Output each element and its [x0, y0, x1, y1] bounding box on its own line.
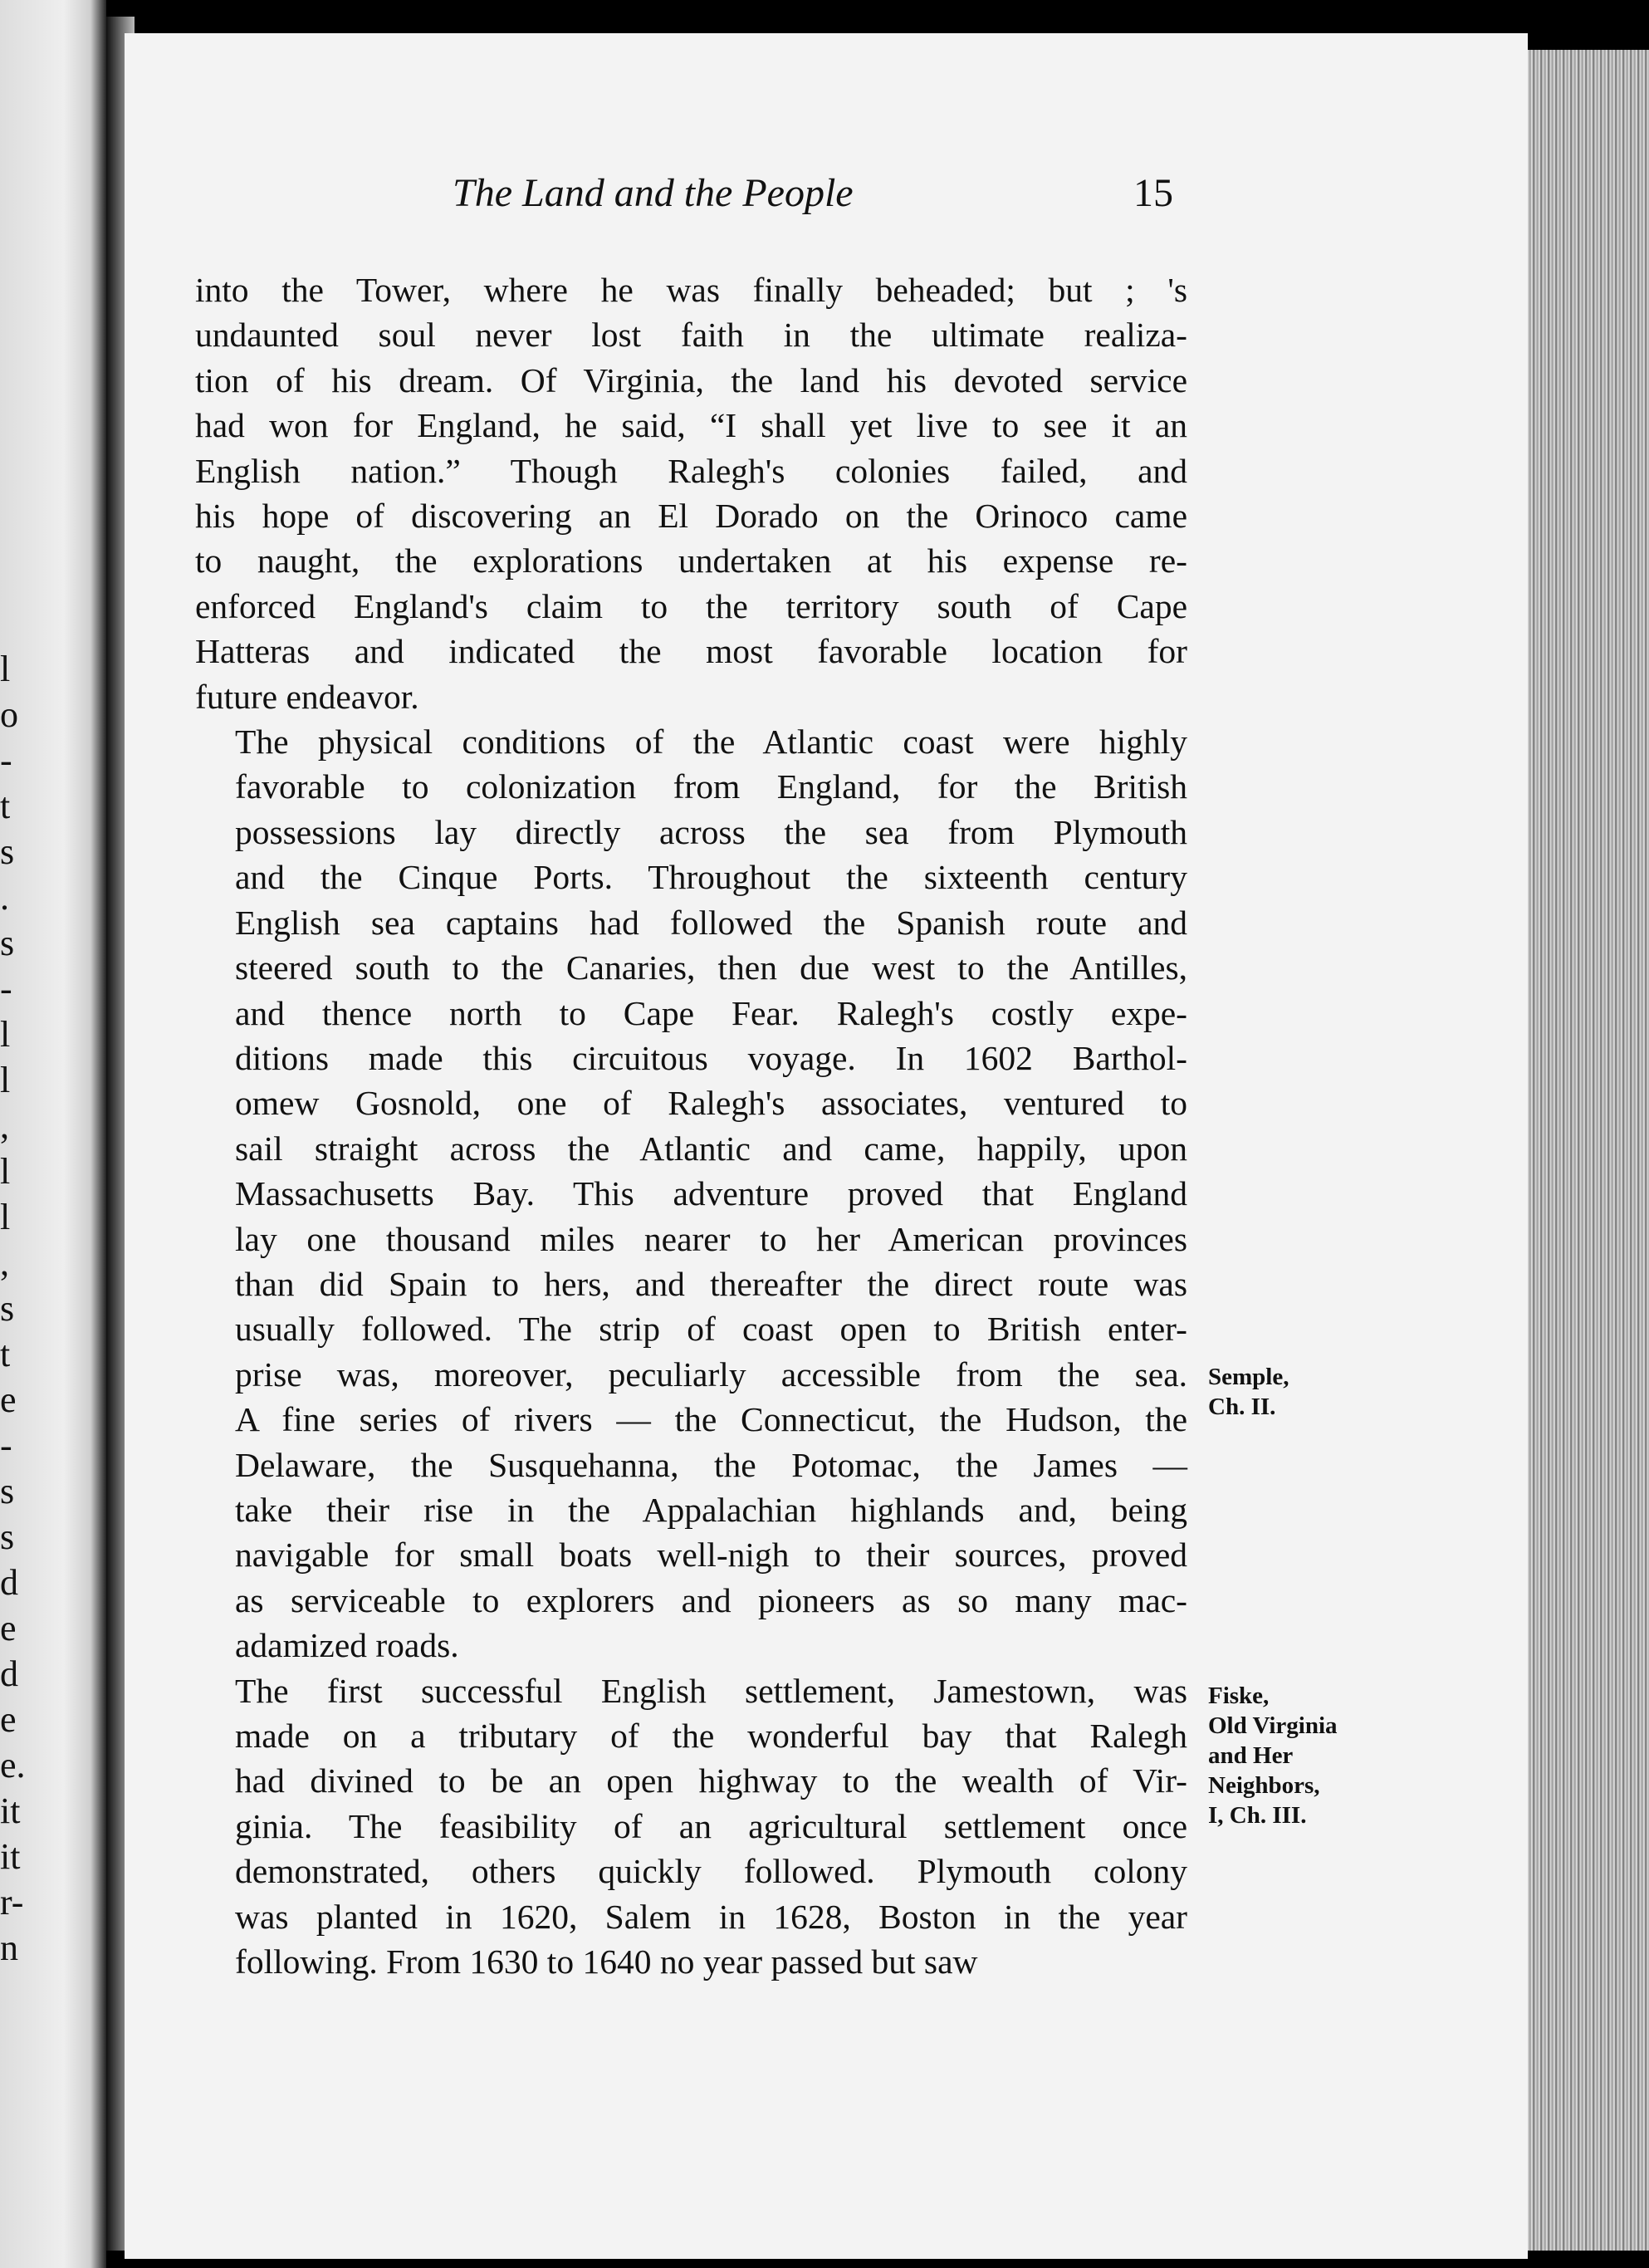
- text-line: future endeavor.: [195, 677, 419, 716]
- facing-page-fragment: t: [0, 786, 11, 826]
- text-line: A fine series of rivers — the Connecticut, the Hudson, the: [235, 1400, 1187, 1439]
- facing-page-fragment: t: [0, 1334, 11, 1374]
- text-line: Massachusetts Bay. This adventure proved that England: [235, 1174, 1187, 1213]
- facing-page-fragment: -: [0, 1425, 12, 1466]
- text-line: Delaware, the Susquehanna, the Potomac, the James —: [235, 1445, 1187, 1484]
- margin-note-line: I, Ch. III.: [1208, 1802, 1307, 1829]
- facing-page-fragment: .: [0, 877, 9, 918]
- facing-page-fragment: n: [0, 1928, 18, 1968]
- margin-note-line: and Her: [1208, 1742, 1294, 1769]
- text-line: prise was, moreover, peculiarly accessible from the sea.: [235, 1354, 1187, 1394]
- text-line: possessions lay directly across the sea from Plymouth: [235, 812, 1187, 851]
- text-line: following. From 1630 to 1640 no year passed but saw: [235, 1942, 978, 1981]
- text-line: demonstrated, others quickly followed. Plymouth colony: [235, 1852, 1187, 1891]
- facing-page-fragment: s: [0, 1516, 15, 1557]
- text-line: take their rise in the Appalachian highlands and, being: [235, 1490, 1187, 1529]
- facing-page-fragment: l: [0, 1151, 11, 1192]
- paragraph: [195, 1668, 1187, 1985]
- paragraph: [195, 267, 1187, 719]
- margin-note-semple: [1208, 1362, 1289, 1422]
- text-line: navigable for small boats well-nigh to their sources, proved: [235, 1536, 1187, 1575]
- text-line: adamized roads.: [235, 1626, 459, 1665]
- margin-note-fiske: [1208, 1681, 1338, 1830]
- page-header: [453, 170, 1200, 228]
- text-line: omew Gosnold, one of Ralegh's associates, ventured to: [235, 1084, 1187, 1123]
- facing-page-fragment: e.: [0, 1745, 26, 1785]
- facing-page-fragment: l: [0, 649, 11, 689]
- margin-note-line: Semple,: [1208, 1364, 1289, 1390]
- text-line: and thence north to Cape Fear. Ralegh's costly expe-: [235, 993, 1187, 1032]
- text-line: usually followed. The strip of coast open to British enter-: [235, 1310, 1187, 1349]
- text-line: ditions made this circuitous voyage. In 1602 Barthol-: [235, 1038, 1187, 1077]
- facing-page-fragment: d: [0, 1653, 18, 1694]
- text-line: Hatteras and indicated the most favorable location for: [195, 632, 1187, 671]
- text-line: English nation.” Though Ralegh's colonies failed, and: [195, 451, 1187, 490]
- text-line: tion of his dream. Of Virginia, the land his devoted service: [195, 360, 1187, 399]
- text-line: had won for England, he said, “I shall yet live to see it an: [195, 406, 1187, 445]
- facing-page-fragment: s: [0, 923, 15, 963]
- text-line: The physical conditions of the Atlantic coast were highly: [235, 723, 1187, 762]
- facing-page-fragment: l: [0, 1060, 11, 1100]
- margin-note-line: Fiske,: [1208, 1683, 1270, 1709]
- facing-page-fragment: e: [0, 1379, 17, 1420]
- text-line: than did Spain to hers, and thereafter the direct route was: [235, 1264, 1187, 1303]
- facing-page-fragment: e: [0, 1608, 17, 1648]
- text-line: was planted in 1620, Salem in 1628, Boston in the year: [235, 1897, 1187, 1936]
- facing-page-fragment: s: [0, 1471, 15, 1511]
- facing-page-fragment: r-: [0, 1882, 24, 1923]
- facing-page-edge: [0, 0, 106, 2268]
- text-line: The first successful English settlement, Jamestown, was: [235, 1671, 1187, 1710]
- text-line: into the Tower, where he was finally beheaded; but ; 's: [195, 271, 1187, 309]
- text-line: favorable to colonization from England, for the British: [235, 767, 1187, 806]
- facing-page-fragment: ,: [0, 1105, 9, 1146]
- text-line: his hope of discovering an El Dorado on the Orinoco came: [195, 497, 1187, 536]
- running-head: The Land and the People: [453, 171, 854, 215]
- facing-page-fragment: -: [0, 740, 12, 781]
- text-line: as serviceable to explorers and pioneers as so many mac-: [235, 1580, 1187, 1619]
- facing-page-fragment: s: [0, 831, 15, 872]
- facing-page-fragment: it: [0, 1836, 21, 1877]
- margin-note-line: Ch. II.: [1208, 1394, 1276, 1420]
- facing-page-fragment: o: [0, 694, 18, 735]
- text-line: and the Cinque Ports. Throughout the sixteenth century: [235, 858, 1187, 897]
- margin-note-line: Old Virginia: [1208, 1712, 1338, 1739]
- text-line: lay one thousand miles nearer to her American provinces: [235, 1219, 1187, 1258]
- facing-page-fragment: l: [0, 1197, 11, 1237]
- text-line: sail straight across the Atlantic and came, happily, upon: [235, 1129, 1187, 1168]
- text-line: had divined to be an open highway to the wealth of Vir-: [235, 1761, 1187, 1800]
- body-text: [195, 267, 1187, 1984]
- facing-page-fragment: d: [0, 1562, 18, 1603]
- facing-page-fragment: -: [0, 968, 12, 1009]
- text-line: to naught, the explorations undertaken at his expense re-: [195, 541, 1187, 580]
- facing-page-fragment: it: [0, 1790, 21, 1831]
- text-line: ginia. The feasibility of an agricultural settlement once: [235, 1806, 1187, 1845]
- text-line: steered south to the Canaries, then due west to the Antilles,: [235, 948, 1187, 987]
- facing-page-fragment: l: [0, 1014, 11, 1055]
- text-line: English sea captains had followed the Spanish route and: [235, 903, 1187, 942]
- text-line: undaunted soul never lost faith in the ultimate realiza-: [195, 316, 1187, 355]
- text-line: made on a tributary of the wonderful bay that Ralegh: [235, 1717, 1187, 1755]
- text-line: enforced England's claim to the territory south of Cape: [195, 586, 1187, 625]
- page-number: 15: [1133, 171, 1173, 215]
- page-edges: [1528, 50, 1649, 2251]
- facing-page-fragment: s: [0, 1288, 15, 1329]
- facing-page-fragment: ,: [0, 1242, 9, 1283]
- paragraph: [195, 719, 1187, 1668]
- facing-page-fragment: e: [0, 1699, 17, 1740]
- margin-note-line: Neighbors,: [1208, 1772, 1320, 1799]
